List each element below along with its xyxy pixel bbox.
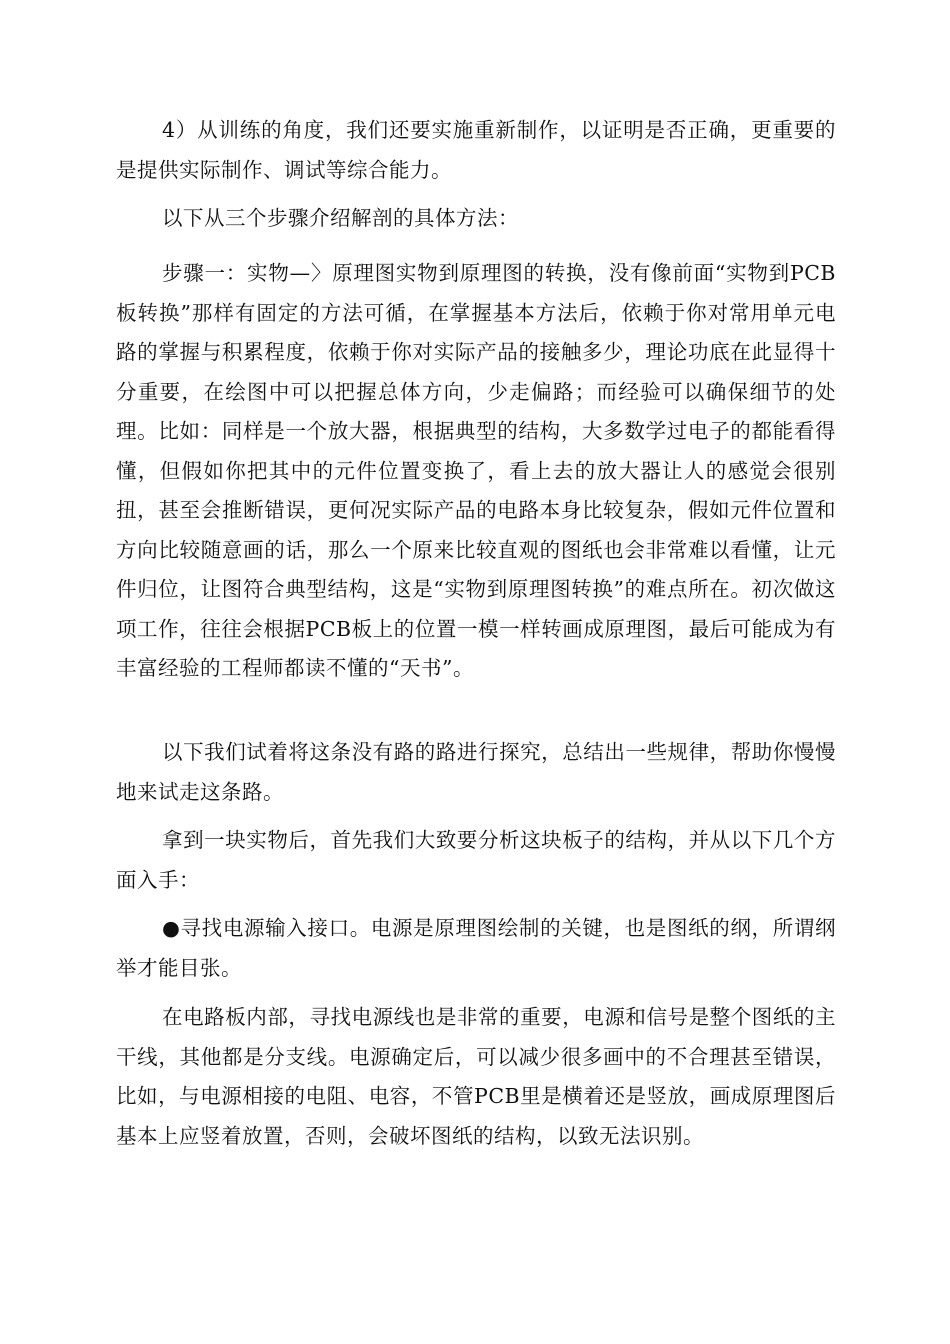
paragraph-analyze-board: 拿到一块实物后，首先我们大致要分析这块板子的结构，并从以下几个方面入手： (116, 828, 836, 892)
paragraph-three-steps-intro: 以下从三个步骤介绍解剖的具体方法： (162, 206, 519, 230)
paragraph-power-lines: 在电路板内部，寻找电源线也是非常的重要，电源和信号是整个图纸的主干线，其他都是分支线。电源确定后，可以减少很多画中的不合理甚至错误，比如，与电源相接的电阻、电容，不管PCB里是横着还是竖放，画成原理图后基本上应竖着放置，否则，会破坏图纸的结构，以致无法识别。 (116, 1005, 836, 1148)
paragraph-explore-path: 以下我们试着将这条没有路的路进行探究，总结出一些规律，帮助你慢慢地来试走这条路。 (116, 740, 836, 804)
paragraph-training-angle: 4）从训练的角度，我们还要实施重新制作，以证明是否正确，更重要的是提供实际制作、调试等综合能力。 (116, 118, 836, 182)
paragraph-power-input: ●寻找电源输入接口。电源是原理图绘制的关键，也是图纸的纲，所谓纲举才能目张。 (116, 916, 836, 980)
paragraph-step-one: 步骤一：实物—〉原理图实物到原理图的转换，没有像前面“实物到PCB板转换”那样有固定的方法可循，在掌握基本方法后，依赖于你对常用单元电路的掌握与积累程度，依赖于你对实际产品的接触多少，理论功底在此显得十分重要，在绘图中可以把握总体方向，少走偏路；而经验可以确保细节的处理。比如：同样是一个放大器，根据典型的结构，大多数学过电子的都能看得懂，但假如你把其中的元件位置变换了，看上去的放大器让人的感觉会很别扭，甚至会推断错误，更何况实际产品的电路本身比较复杂，假如元件位置和方向比较随意画的话，那么一个原来比较直观的图纸也会非常难以看懂，让元件归位，让图符合典型结构，这是“实物到原理图转换”的难点所在。初次做这项工作，往往会根据PCB板上的位置一模一样转画成原理图，最后可能成为有丰富经验的工程师都读不懂的“天书”。 (116, 261, 836, 680)
